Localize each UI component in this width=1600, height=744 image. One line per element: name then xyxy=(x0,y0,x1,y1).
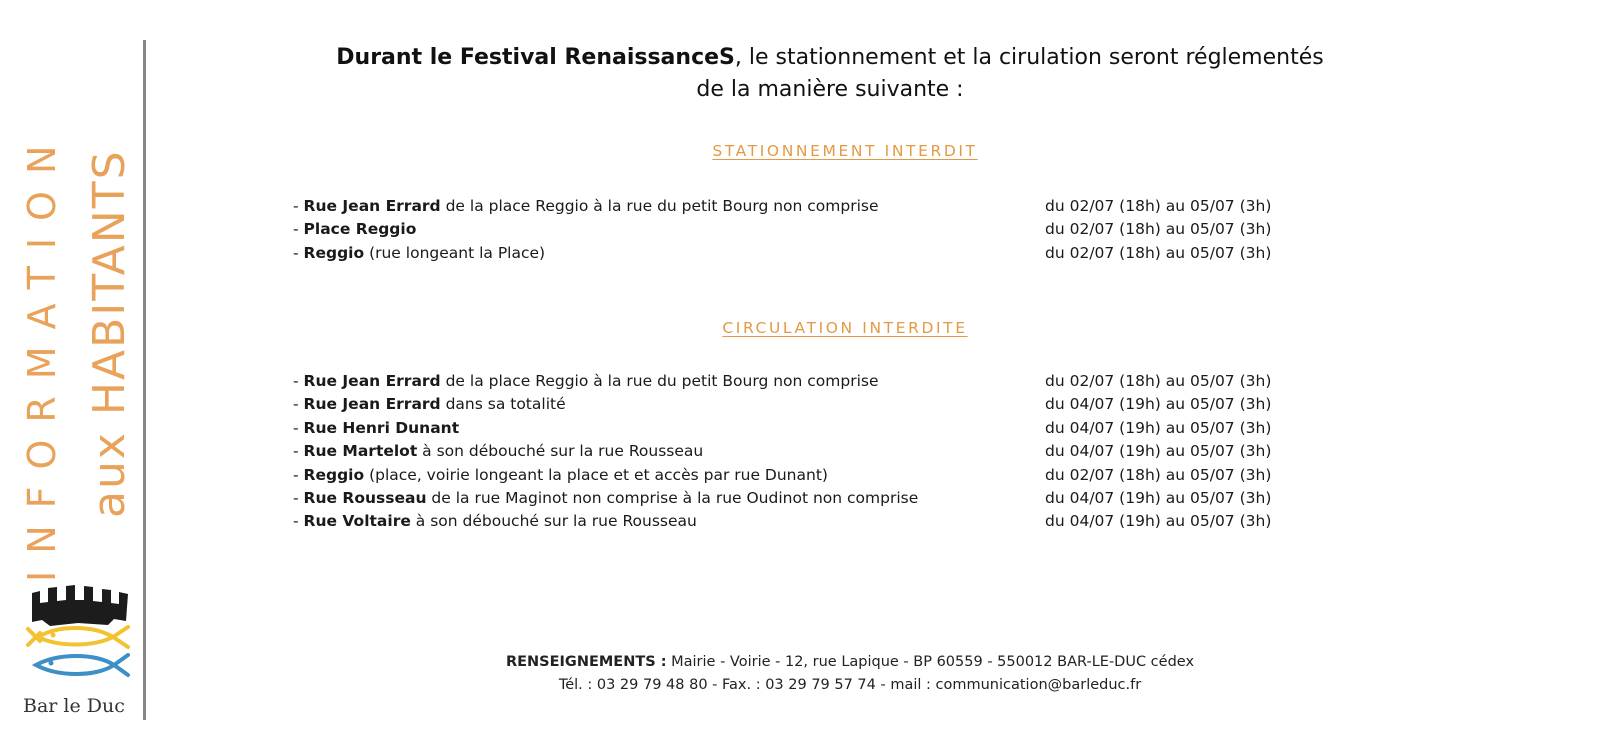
date-range: du 04/07 (19h) au 05/07 (3h) xyxy=(1045,395,1272,414)
street-name: Rue Voltaire xyxy=(303,512,411,531)
title-line-1-rest: , le stationnement et la cirulation seront réglementés xyxy=(734,45,1324,70)
footer-address-text: Mairie - Voirie - 12, rue Lapique - BP 60559 - 550012 BAR-LE-DUC cédex xyxy=(666,654,1195,670)
street-name: Rue Jean Errard xyxy=(303,197,441,215)
date-range: du 04/07 (19h) au 05/07 (3h) xyxy=(1045,442,1272,461)
fish-icon xyxy=(28,627,128,675)
list-item: - Rue Jean Errard dans sa totalité du 04/07 (19h) au 05/07 (3h) xyxy=(293,393,1333,416)
information-vertical-label: INFORMATION xyxy=(20,128,64,582)
stationnement-list xyxy=(293,195,1333,265)
sidebar xyxy=(0,0,150,744)
date-range: du 04/07 (19h) au 05/07 (3h) xyxy=(1045,512,1272,531)
date-range: du 02/07 (18h) au 05/07 (3h) xyxy=(1045,197,1272,215)
list-item: - Rue Jean Errard de la place Reggio à la rue du petit Bourg non comprise du 02/07 (18h) au 05/07 (3h) xyxy=(293,370,1333,393)
street-name: Rue Jean Errard xyxy=(303,372,441,390)
list-item: - Rue Voltaire à son débouché sur la rue Rousseau du 04/07 (19h) au 05/07 (3h) xyxy=(293,510,1333,533)
castle-tower-icon xyxy=(32,585,128,626)
street-name: Rue Jean Errard xyxy=(303,395,441,414)
list-item: - Rue Martelot à son débouché sur la rue Rousseau du 04/07 (19h) au 05/07 (3h) xyxy=(293,440,1333,463)
logo-city-name: Bar le Duc xyxy=(23,695,125,717)
street-name: Place Reggio xyxy=(303,220,417,239)
list-item: - Rue Henri Dunant du 04/07 (19h) au 05/07 (3h) xyxy=(293,417,1333,440)
page-title xyxy=(160,42,1500,106)
list-item: - Reggio (rue longeant la Place) du 02/07 (18h) au 05/07 (3h) xyxy=(293,242,1333,265)
title-festival-name: Durant le Festival RenaissanceS xyxy=(336,45,735,70)
list-item: - Place Reggio du 02/07 (18h) au 05/07 (3h) xyxy=(293,218,1333,241)
date-range: du 04/07 (19h) au 05/07 (3h) xyxy=(1045,418,1272,437)
list-item: - Reggio (place, voirie longeant la place et et accès par rue Dunant) du 02/07 (18h) au 05/07 (3h) xyxy=(293,464,1333,487)
street-name: Reggio xyxy=(303,243,365,262)
section-heading-stationnement: STATIONNEMENT INTERDIT xyxy=(712,142,978,160)
title-line-2: de la manière suivante : xyxy=(696,77,964,102)
street-name: Rue Henri Dunant xyxy=(303,418,460,437)
circulation-list xyxy=(293,370,1333,534)
footer-label: RENSEIGNEMENTS : xyxy=(505,654,667,670)
street-detail: de la place Reggio à la rue du petit Bourg non comprise xyxy=(440,197,879,215)
street-name: Rue Rousseau xyxy=(303,488,427,507)
street-detail: (rue longeant la Place) xyxy=(364,243,546,262)
list-item: - Rue Rousseau de la rue Maginot non comprise à la rue Oudinot non comprise du 04/07 (19h) au 05/07 (3h) xyxy=(293,487,1333,510)
date-range: du 02/07 (18h) au 05/07 (3h) xyxy=(1045,372,1272,390)
street-detail: de la rue Maginot non comprise à la rue Oudinot non comprise xyxy=(426,488,919,507)
street-name: Rue Martelot xyxy=(303,442,418,461)
street-detail: de la place Reggio à la rue du petit Bourg non comprise xyxy=(440,372,879,390)
habitants-vertical-label: aux HABITANTS xyxy=(84,149,135,518)
street-detail: dans sa totalité xyxy=(440,395,566,414)
street-detail: à son débouché sur la rue Rousseau xyxy=(417,442,704,461)
footer-contact: Tél. : 03 29 79 48 80 - Fax. : 03 29 79 57 74 - mail : communication@barleduc.fr xyxy=(558,677,1142,693)
title-line-1 xyxy=(160,42,1500,74)
footer-address xyxy=(300,651,1400,674)
street-name: Reggio xyxy=(303,465,365,484)
street-detail: à son débouché sur la rue Rousseau xyxy=(410,512,697,531)
date-range: du 02/07 (18h) au 05/07 (3h) xyxy=(1045,465,1272,484)
street-detail: (place, voirie longeant la place et et accès par rue Dunant) xyxy=(364,465,828,484)
list-item: - Rue Jean Errard de la place Reggio à la rue du petit Bourg non comprise du 02/07 (18h) au 05/07 (3h) xyxy=(293,195,1333,218)
date-range: du 02/07 (18h) au 05/07 (3h) xyxy=(1045,243,1272,262)
date-range: du 04/07 (19h) au 05/07 (3h) xyxy=(1045,488,1272,507)
section-heading-circulation: CIRCULATION INTERDITE xyxy=(722,319,968,337)
date-range: du 02/07 (18h) au 05/07 (3h) xyxy=(1045,220,1272,239)
